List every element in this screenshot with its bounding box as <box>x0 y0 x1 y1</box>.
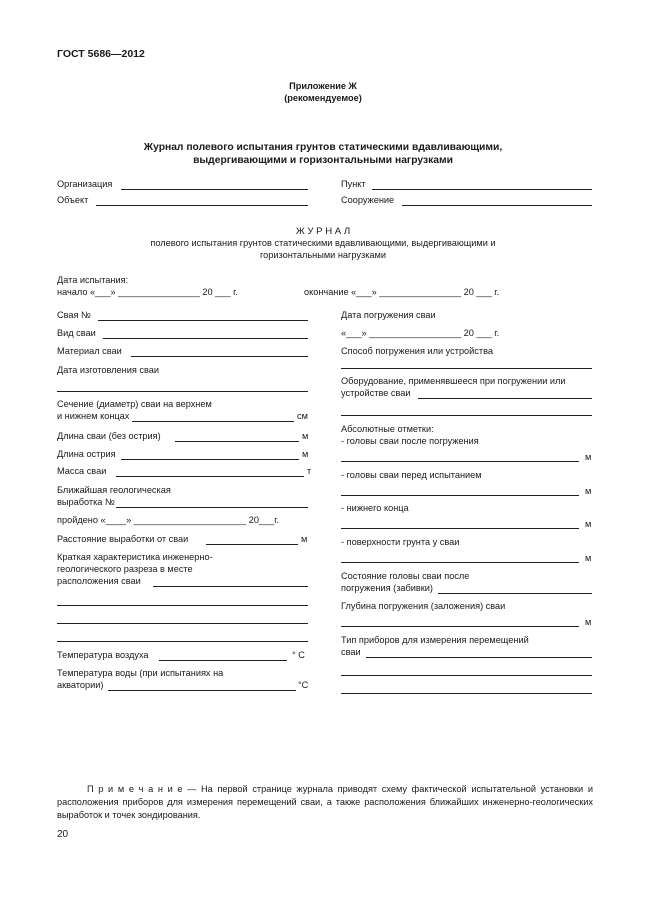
pile-mass-unit: т <box>307 466 312 476</box>
test-date-label: Дата испытания: <box>57 275 129 285</box>
driving-date-label: Дата погружения сваи <box>341 310 436 320</box>
passed-date[interactable]: пройдено «____» ______________________ 20___г. <box>57 515 280 525</box>
organization-label: Организация <box>57 179 113 189</box>
point-label: Пункт <box>341 179 366 189</box>
head-after-unit: м <box>585 452 592 462</box>
pile-length-label: Длина сваи (без острия) <box>57 431 161 441</box>
note <box>57 783 593 822</box>
instruments-field-line2[interactable] <box>341 675 592 676</box>
manufacture-date-label: Дата изготовления сваи <box>57 365 159 375</box>
absolute-marks-label: Абсолютные отметки: <box>341 424 434 434</box>
distance-field[interactable] <box>206 544 298 545</box>
document-code: ГОСТ 5686—2012 <box>57 48 145 60</box>
tip-length-label: Длина острия <box>57 449 116 459</box>
driving-date-field[interactable]: «___» __________________ 20 ___ г. <box>341 328 500 338</box>
pile-length-field[interactable] <box>175 441 299 442</box>
appendix-subtitle: (рекомендуемое) <box>284 93 362 103</box>
head-before-unit: м <box>585 486 592 496</box>
instruments-label-line1: Тип приборов для измерения перемещений <box>341 635 529 645</box>
water-temp-label-line1: Температура воды (при испытаниях на <box>57 668 224 678</box>
section-label-line1: Сечение (диаметр) сваи на верхнем <box>57 399 212 409</box>
brief-field-line1[interactable] <box>153 586 308 587</box>
pile-number-field[interactable] <box>98 320 308 321</box>
geo-working-label-line1: Ближайшая геологическая <box>57 485 171 495</box>
lower-end-label: - нижнего конца <box>341 503 409 513</box>
head-after-label: - головы сваи после погружения <box>341 436 479 446</box>
pile-mass-field[interactable] <box>116 476 304 477</box>
ground-surface-label: - поверхности грунта у сваи <box>341 537 460 547</box>
geo-working-label-line2: выработка № <box>57 497 115 507</box>
point-field[interactable] <box>372 189 592 190</box>
pile-number-label: Свая № <box>57 310 91 320</box>
brief-label-line1: Краткая характеристика инженерно- <box>57 552 213 562</box>
section-field[interactable] <box>132 421 294 422</box>
section-unit: см <box>297 411 308 421</box>
brief-label-line3: расположения сваи <box>57 576 141 586</box>
journal-heading: Ж У Р Н А Л <box>295 226 351 237</box>
tip-length-unit: м <box>302 449 309 459</box>
head-state-label-line1: Состояние головы сваи после <box>341 571 470 581</box>
page-number: 20 <box>57 829 69 840</box>
equipment-field-line2[interactable] <box>341 415 592 416</box>
pile-mass-label: Масса сваи <box>57 466 107 476</box>
form-title-line1: Журнал полевого испытания грунтов статическими вдавливающими, <box>143 142 503 153</box>
note-text: На первой странице журнала приводят схему фактической испытательной установки и расположения приборов для измерения перемещений сваи, а также расположения ближайших инженерно-геологических выработок и точек зондирования. <box>57 784 593 820</box>
head-after-field[interactable] <box>341 461 579 462</box>
air-temp-label: Температура воздуха <box>57 650 149 660</box>
journal-subtitle-line2: горизонтальными нагрузками <box>260 250 386 260</box>
head-state-label-line2: погружения (забивки) <box>341 583 433 593</box>
brief-field-line3[interactable] <box>57 623 308 624</box>
instruments-label-line2: сваи <box>341 647 361 657</box>
distance-label: Расстояние выработки от сваи <box>57 534 189 544</box>
head-before-field[interactable] <box>341 495 579 496</box>
brief-field-line4[interactable] <box>57 641 308 642</box>
instruments-field-line3[interactable] <box>341 693 592 694</box>
head-state-field[interactable] <box>438 593 592 594</box>
organization-field[interactable] <box>121 189 308 190</box>
water-temp-unit: °С <box>298 680 309 690</box>
lower-end-field[interactable] <box>341 528 579 529</box>
air-temp-field[interactable] <box>159 660 287 661</box>
test-start-date[interactable]: начало «___» ________________ 20 ___ г. <box>57 287 238 297</box>
pile-type-field[interactable] <box>103 338 308 339</box>
instruments-field-line1[interactable] <box>366 657 592 658</box>
water-temp-label-line2: акватории) <box>57 680 104 690</box>
air-temp-unit: ° С <box>292 650 305 660</box>
tip-length-field[interactable] <box>121 459 299 460</box>
test-end-date[interactable]: окончание «___» ________________ 20 ___ г. <box>304 287 500 297</box>
depth-field[interactable] <box>341 626 579 627</box>
head-before-label: - головы сваи перед испытанием <box>341 470 482 480</box>
distance-unit: м <box>301 534 308 544</box>
geo-working-number-field[interactable] <box>116 507 308 508</box>
object-field[interactable] <box>96 205 308 206</box>
method-label: Способ погружения или устройства <box>341 346 493 356</box>
equipment-field-line1[interactable] <box>418 398 592 399</box>
method-field[interactable] <box>341 368 592 369</box>
note-label: П р и м е ч а н и е — <box>87 784 197 794</box>
lower-end-unit: м <box>585 519 592 529</box>
pile-material-label: Материал сваи <box>57 346 122 356</box>
pile-length-unit: м <box>302 431 309 441</box>
depth-label: Глубина погружения (заложения) сваи <box>341 601 506 611</box>
equipment-label-line1: Оборудование, применявшееся при погружении или <box>341 376 566 386</box>
structure-field[interactable] <box>402 205 592 206</box>
depth-unit: м <box>585 617 592 627</box>
manufacture-date-field[interactable] <box>57 391 308 392</box>
equipment-label-line2: устройстве сваи <box>341 388 411 398</box>
pile-material-field[interactable] <box>131 356 308 357</box>
brief-label-line2: геологического разреза в месте <box>57 564 193 574</box>
section-label-line2: и нижнем концах <box>57 411 130 421</box>
ground-surface-field[interactable] <box>341 562 579 563</box>
ground-surface-unit: м <box>585 553 592 563</box>
form-title-line2: выдергивающими и горизонтальными нагрузками <box>193 155 453 166</box>
pile-type-label: Вид сваи <box>57 328 96 338</box>
appendix-title: Приложение Ж <box>289 81 357 91</box>
structure-label: Сооружение <box>341 195 395 205</box>
water-temp-field[interactable] <box>108 690 296 691</box>
object-label: Объект <box>57 195 89 205</box>
brief-field-line2[interactable] <box>57 605 308 606</box>
journal-subtitle-line1: полевого испытания грунтов статическими вдавливающими, выдергивающими и <box>150 238 496 248</box>
